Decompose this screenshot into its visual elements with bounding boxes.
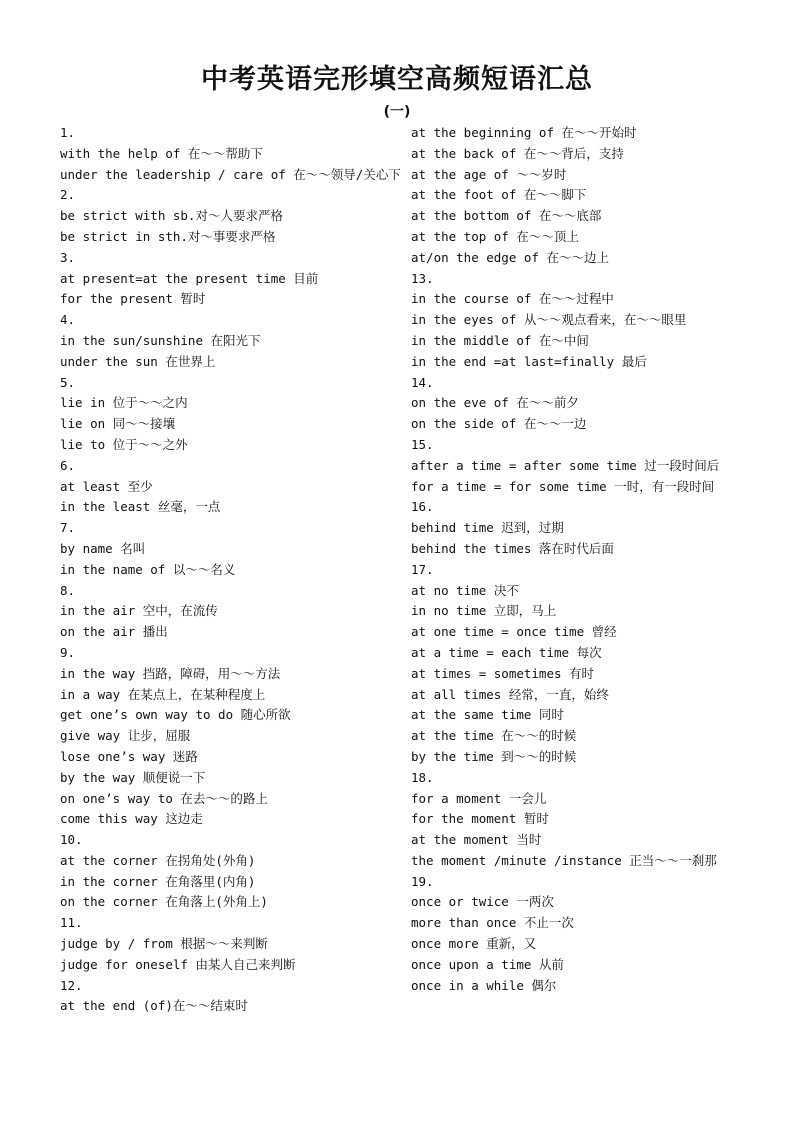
phrase-line: once upon a time 从前	[411, 956, 564, 972]
phrase-line: 2.	[60, 187, 76, 203]
phrase-line: in the corner 在角落里(内角)	[60, 873, 256, 889]
phrase-line: by the way 顺便说一下	[60, 769, 206, 785]
phrase-line: give way 让步，屈服	[60, 728, 191, 744]
phrase-line: under the sun 在世界上	[60, 353, 216, 369]
phrase-line: judge by / from 根据～～来判断	[60, 936, 268, 952]
phrase-line: on the air 播出	[60, 624, 168, 640]
phrase-line: more than once 不止一次	[411, 915, 574, 931]
phrase-line: 7.	[60, 520, 76, 536]
phrase-line: on the eve of 在～～前夕	[411, 395, 579, 411]
phrase-line: at the time 在～～的时候	[411, 728, 577, 744]
phrase-line: with the help of 在～～帮助下	[60, 145, 263, 161]
phrase-line: in the end =at last=finally 最后	[411, 353, 647, 369]
phrase-line: 16.	[411, 499, 434, 515]
phrase-line: 12.	[60, 977, 83, 993]
phrase-line: 19.	[411, 873, 434, 889]
phrase-line: after a time = after some time 过一段时间后	[411, 457, 720, 473]
document-title: 中考英语完形填空高频短语汇总	[201, 64, 593, 95]
phrase-line: in the way 挡路，障碍，用～～方法	[60, 665, 281, 681]
phrase-line: once more 重新，又	[411, 936, 537, 952]
phrase-line: 8.	[60, 582, 76, 598]
phrase-line: in a way 在某点上，在某种程度上	[60, 686, 266, 702]
phrase-line: at the top of 在～～顶上	[411, 228, 579, 244]
phrase-line: get one’s own way to do 随心所欲	[60, 707, 291, 723]
left-column	[60, 123, 405, 1017]
phrase-line: at the moment 当时	[411, 832, 542, 848]
right-column	[411, 123, 771, 996]
phrase-line: 11.	[60, 915, 83, 931]
phrase-line: 4.	[60, 312, 76, 328]
phrase-line: on the corner 在角落上(外角上)	[60, 894, 268, 910]
phrase-line: at times = sometimes 有时	[411, 665, 595, 681]
phrase-line: for a time = for some time 一时，有一段时间	[411, 478, 715, 494]
phrase-line: at least 至少	[60, 478, 153, 494]
phrase-line: by the time 到～～的时候	[411, 748, 577, 764]
phrase-line: 18.	[411, 769, 434, 785]
phrase-line: 15.	[411, 436, 434, 452]
phrase-line: 13.	[411, 270, 434, 286]
phrase-line: be strict with sb.对～人要求严格	[60, 208, 283, 224]
phrase-line: lie to 位于～～之外	[60, 436, 188, 452]
phrase-line: at the bottom of 在～～底部	[411, 208, 602, 224]
phrase-line: in the course of 在～～过程中	[411, 291, 614, 307]
phrase-line: once or twice 一两次	[411, 894, 554, 910]
phrase-line: for a moment 一会儿	[411, 790, 547, 806]
phrase-line: in the middle of 在～中间	[411, 332, 589, 348]
phrase-line: at no time 决不	[411, 582, 519, 598]
phrase-line: 17.	[411, 561, 434, 577]
phrase-line: in the air 空中，在流传	[60, 603, 218, 619]
phrase-line: be strict in sth.对～事要求严格	[60, 228, 276, 244]
phrase-line: at all times 经常，一直，始终	[411, 686, 609, 702]
phrase-line: come this way 这边走	[60, 811, 203, 827]
phrase-line: at the foot of 在～～脚下	[411, 187, 587, 203]
phrase-line: in the sun/sunshine 在阳光下	[60, 332, 261, 348]
phrase-line: under the leadership / care of 在～～领导/关心下	[60, 166, 401, 182]
phrase-line: at one time = once time 曾经	[411, 624, 617, 640]
phrase-line: the moment /minute /instance 正当～～一刹那	[411, 852, 717, 868]
phrase-line: at the age of ～～岁时	[411, 166, 567, 182]
phrase-line: 14.	[411, 374, 434, 390]
phrase-line: in the name of 以～～名义	[60, 561, 236, 577]
phrase-line: lose one’s way 迷路	[60, 748, 198, 764]
phrase-line: 1.	[60, 125, 76, 140]
phrase-line: at the corner 在拐角处(外角)	[60, 852, 256, 868]
phrase-line: in the eyes of 从～～观点看来，在～～眼里	[411, 312, 687, 328]
phrase-line: in no time 立即，马上	[411, 603, 557, 619]
phrase-line: 9.	[60, 644, 76, 660]
phrase-line: judge for oneself 由某人自己来判断	[60, 956, 296, 972]
phrase-line: at/on the edge of 在～～边上	[411, 249, 609, 265]
phrase-line: for the moment 暂时	[411, 811, 549, 827]
phrase-line: lie on 同～～接壤	[60, 416, 176, 432]
phrase-line: at a time = each time 每次	[411, 644, 602, 660]
phrase-line: at present=at the present time 目前	[60, 270, 319, 286]
phrase-line: 10.	[60, 832, 83, 848]
phrase-line: once in a while 偶尔	[411, 977, 557, 993]
phrase-line: 6.	[60, 457, 76, 473]
document-subtitle: (一)	[383, 104, 411, 120]
phrase-line: behind time 迟到，过期	[411, 520, 564, 536]
phrase-line: at the same time 同时	[411, 707, 564, 723]
phrase-line: by name 名叫	[60, 540, 146, 556]
phrase-line: at the back of 在～～背后，支持	[411, 145, 624, 161]
phrase-line: on one’s way to 在去～～的路上	[60, 790, 268, 806]
phrase-line: in the least 丝毫，一点	[60, 499, 221, 515]
phrase-line: 3.	[60, 249, 76, 265]
phrase-line: at the beginning of 在～～开始时	[411, 125, 637, 140]
phrase-line: 5.	[60, 374, 76, 390]
phrase-line: at the end (of)在～～结束时	[60, 998, 248, 1014]
phrase-line: lie in 位于～～之内	[60, 395, 188, 411]
phrase-line: behind the times 落在时代后面	[411, 540, 614, 556]
phrase-line: for the present 暂时	[60, 291, 206, 307]
phrase-line: on the side of 在～～一边	[411, 416, 587, 432]
